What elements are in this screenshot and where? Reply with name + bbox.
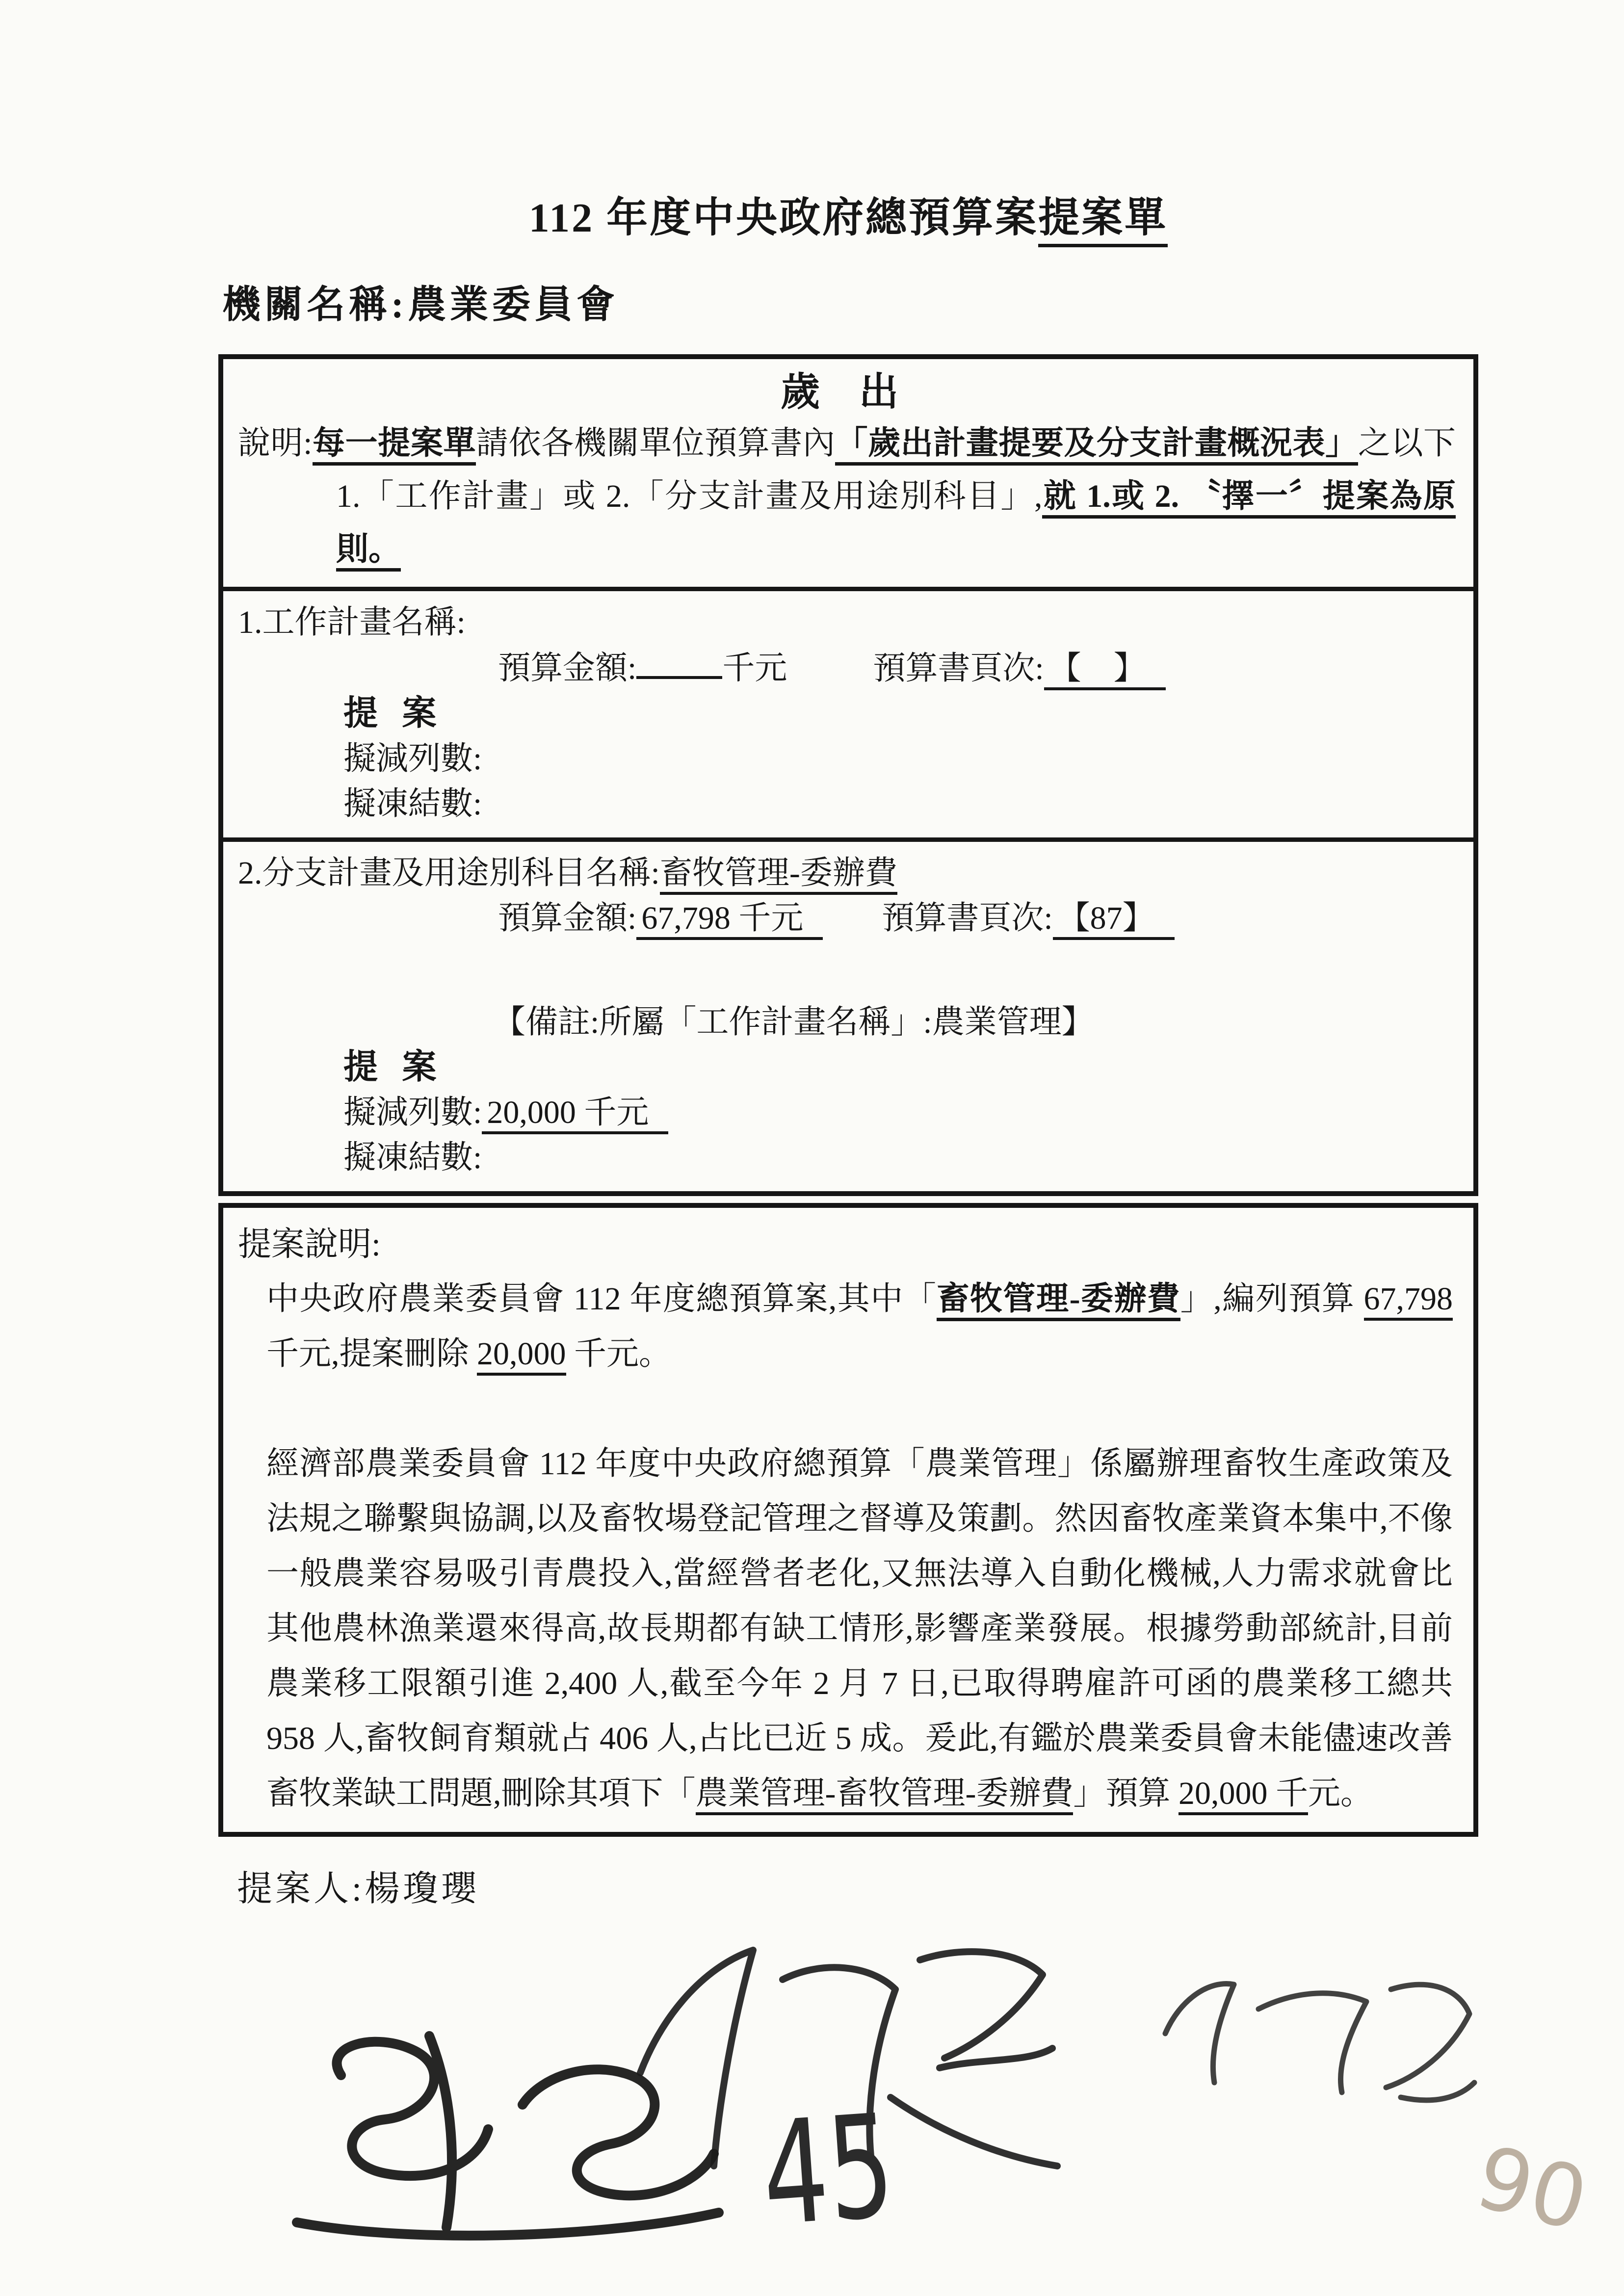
- text-segment: 元。: [1308, 1775, 1373, 1811]
- title-underlined-text: 提案單: [1038, 195, 1168, 247]
- page-number-value: 【87】: [1053, 900, 1175, 940]
- text-segment: 就 1.或 2. 〝擇一〞: [1042, 478, 1322, 519]
- page-title: [218, 194, 1478, 243]
- subplan-name-value: 畜牧管理-委辦費: [660, 855, 897, 895]
- text-segment: 20,000: [477, 1336, 566, 1376]
- handwritten-number-45: 45: [757, 2084, 899, 2258]
- page-number-field: 【 】: [1044, 651, 1166, 690]
- explanation-heading: 提案說明:: [238, 1225, 381, 1263]
- text-segment: 提案為原則。: [336, 478, 1456, 572]
- document-sheet: [218, 194, 1478, 1911]
- reduce-label: 擬減列數:: [343, 1094, 482, 1130]
- freeze-amount-line: 擬凍結數:: [343, 1139, 482, 1175]
- section-subplan: [223, 837, 1473, 1191]
- amount-blank-field: [636, 645, 722, 679]
- signature-scribble-right: [1136, 1935, 1489, 2112]
- amount-unit: 千元: [722, 650, 787, 686]
- subplan-amount-line: [498, 896, 1456, 941]
- text-segment: 畜牧管理-委辦費: [937, 1281, 1180, 1321]
- text-segment: 每一提案單: [313, 425, 476, 466]
- text-segment: 千元,提案刪除: [266, 1335, 477, 1372]
- agency-name-line: 機關名稱:農業委員會: [222, 283, 619, 326]
- work-plan-note: 【備註:所屬「工作計畫名稱」:農業管理】: [493, 1004, 1094, 1040]
- text-segment: 中央政府農業委員會 112 年度總預算案,其中「: [266, 1280, 937, 1317]
- text-segment: 千元。: [566, 1335, 671, 1372]
- expenditure-form-box: [218, 354, 1478, 1196]
- text-segment: 」預算: [1073, 1775, 1179, 1811]
- proposal-heading: 提 案: [343, 1048, 445, 1086]
- reduce-value: 20,000 千元: [482, 1095, 668, 1134]
- work-plan-heading: 1.工作計畫名稱:: [238, 604, 466, 640]
- text-segment: 請依各機關單位預算書內: [476, 425, 836, 461]
- subplan-heading-line: [238, 851, 1456, 896]
- explanation-box: [218, 1203, 1478, 1837]
- proposal-heading: 提 案: [343, 694, 445, 732]
- amount-label: 預算金額:: [498, 900, 637, 936]
- text-segment: 」,編列預算: [1180, 1280, 1364, 1317]
- text-segment: 之以下 1.「工作計畫」或 2.「分支計畫及用途別科目」,: [336, 425, 1456, 514]
- explanation-paragraph-2: [266, 1436, 1453, 1821]
- text-segment: 經濟部農業委員會 112 年度中央政府總預算「農業管理」係屬辦理畜牧生產政策及法規之聯繫與協調,以及畜牧場登記管理之督導及策劃。然因畜牧產業資本集中,不像一般農業容易吸引青農投入,當經營者老化,又無法導入自動化機械,人力需求就會比其他農林漁業還來得高,故長期都有缺工情形,影響產業發展。根據勞動部統計,目前農業移工限額引進 2,400 人,截至今年 2 月 7 日,已取得聘雇許可函的農業移工總共 958 人,畜牧飼育類就占 406 人,占比已近 5 成。爰此,有鑑於農業委員會未能儘速改善畜牧業缺工問題,刪除其項下「: [266, 1445, 1453, 1811]
- subplan-heading-label: 2.分支計畫及用途別科目名稱:: [238, 855, 660, 891]
- title-text: 112 年度中央政府總預算案: [528, 195, 1039, 241]
- section-work-plan: [223, 587, 1473, 837]
- text-segment: 說明:: [238, 425, 313, 461]
- freeze-amount-line: 擬凍結數:: [343, 785, 482, 822]
- amount-value: 67,798 千元: [636, 900, 823, 940]
- explanation-paragraph-1: [266, 1272, 1453, 1382]
- reduce-amount-line: 擬減列數:: [343, 740, 482, 777]
- reduce-amount-line: [343, 1090, 1456, 1135]
- amount-label: 預算金額:: [498, 650, 637, 686]
- page-number-label: 預算書頁次:: [873, 650, 1044, 686]
- page-number-label: 預算書頁次:: [882, 900, 1053, 936]
- text-segment: 「歲出計畫提要及分支計畫概況表」: [835, 425, 1358, 466]
- explanation-row: [223, 1208, 1473, 1832]
- text-segment: 67,798: [1364, 1281, 1453, 1321]
- expenditure-heading: 歲 出: [781, 371, 913, 414]
- proposer-line: 提案人:楊瓊瓔: [237, 1869, 480, 1908]
- instruction-paragraph: [238, 417, 1456, 576]
- handwritten-number-90: 90: [1467, 2127, 1597, 2251]
- text-segment: 20,000 千: [1179, 1775, 1308, 1815]
- work-plan-amount-line: [498, 645, 1456, 691]
- text-segment: 農業管理-畜牧管理-委辦費: [696, 1775, 1074, 1815]
- expenditure-header-row: [223, 359, 1473, 587]
